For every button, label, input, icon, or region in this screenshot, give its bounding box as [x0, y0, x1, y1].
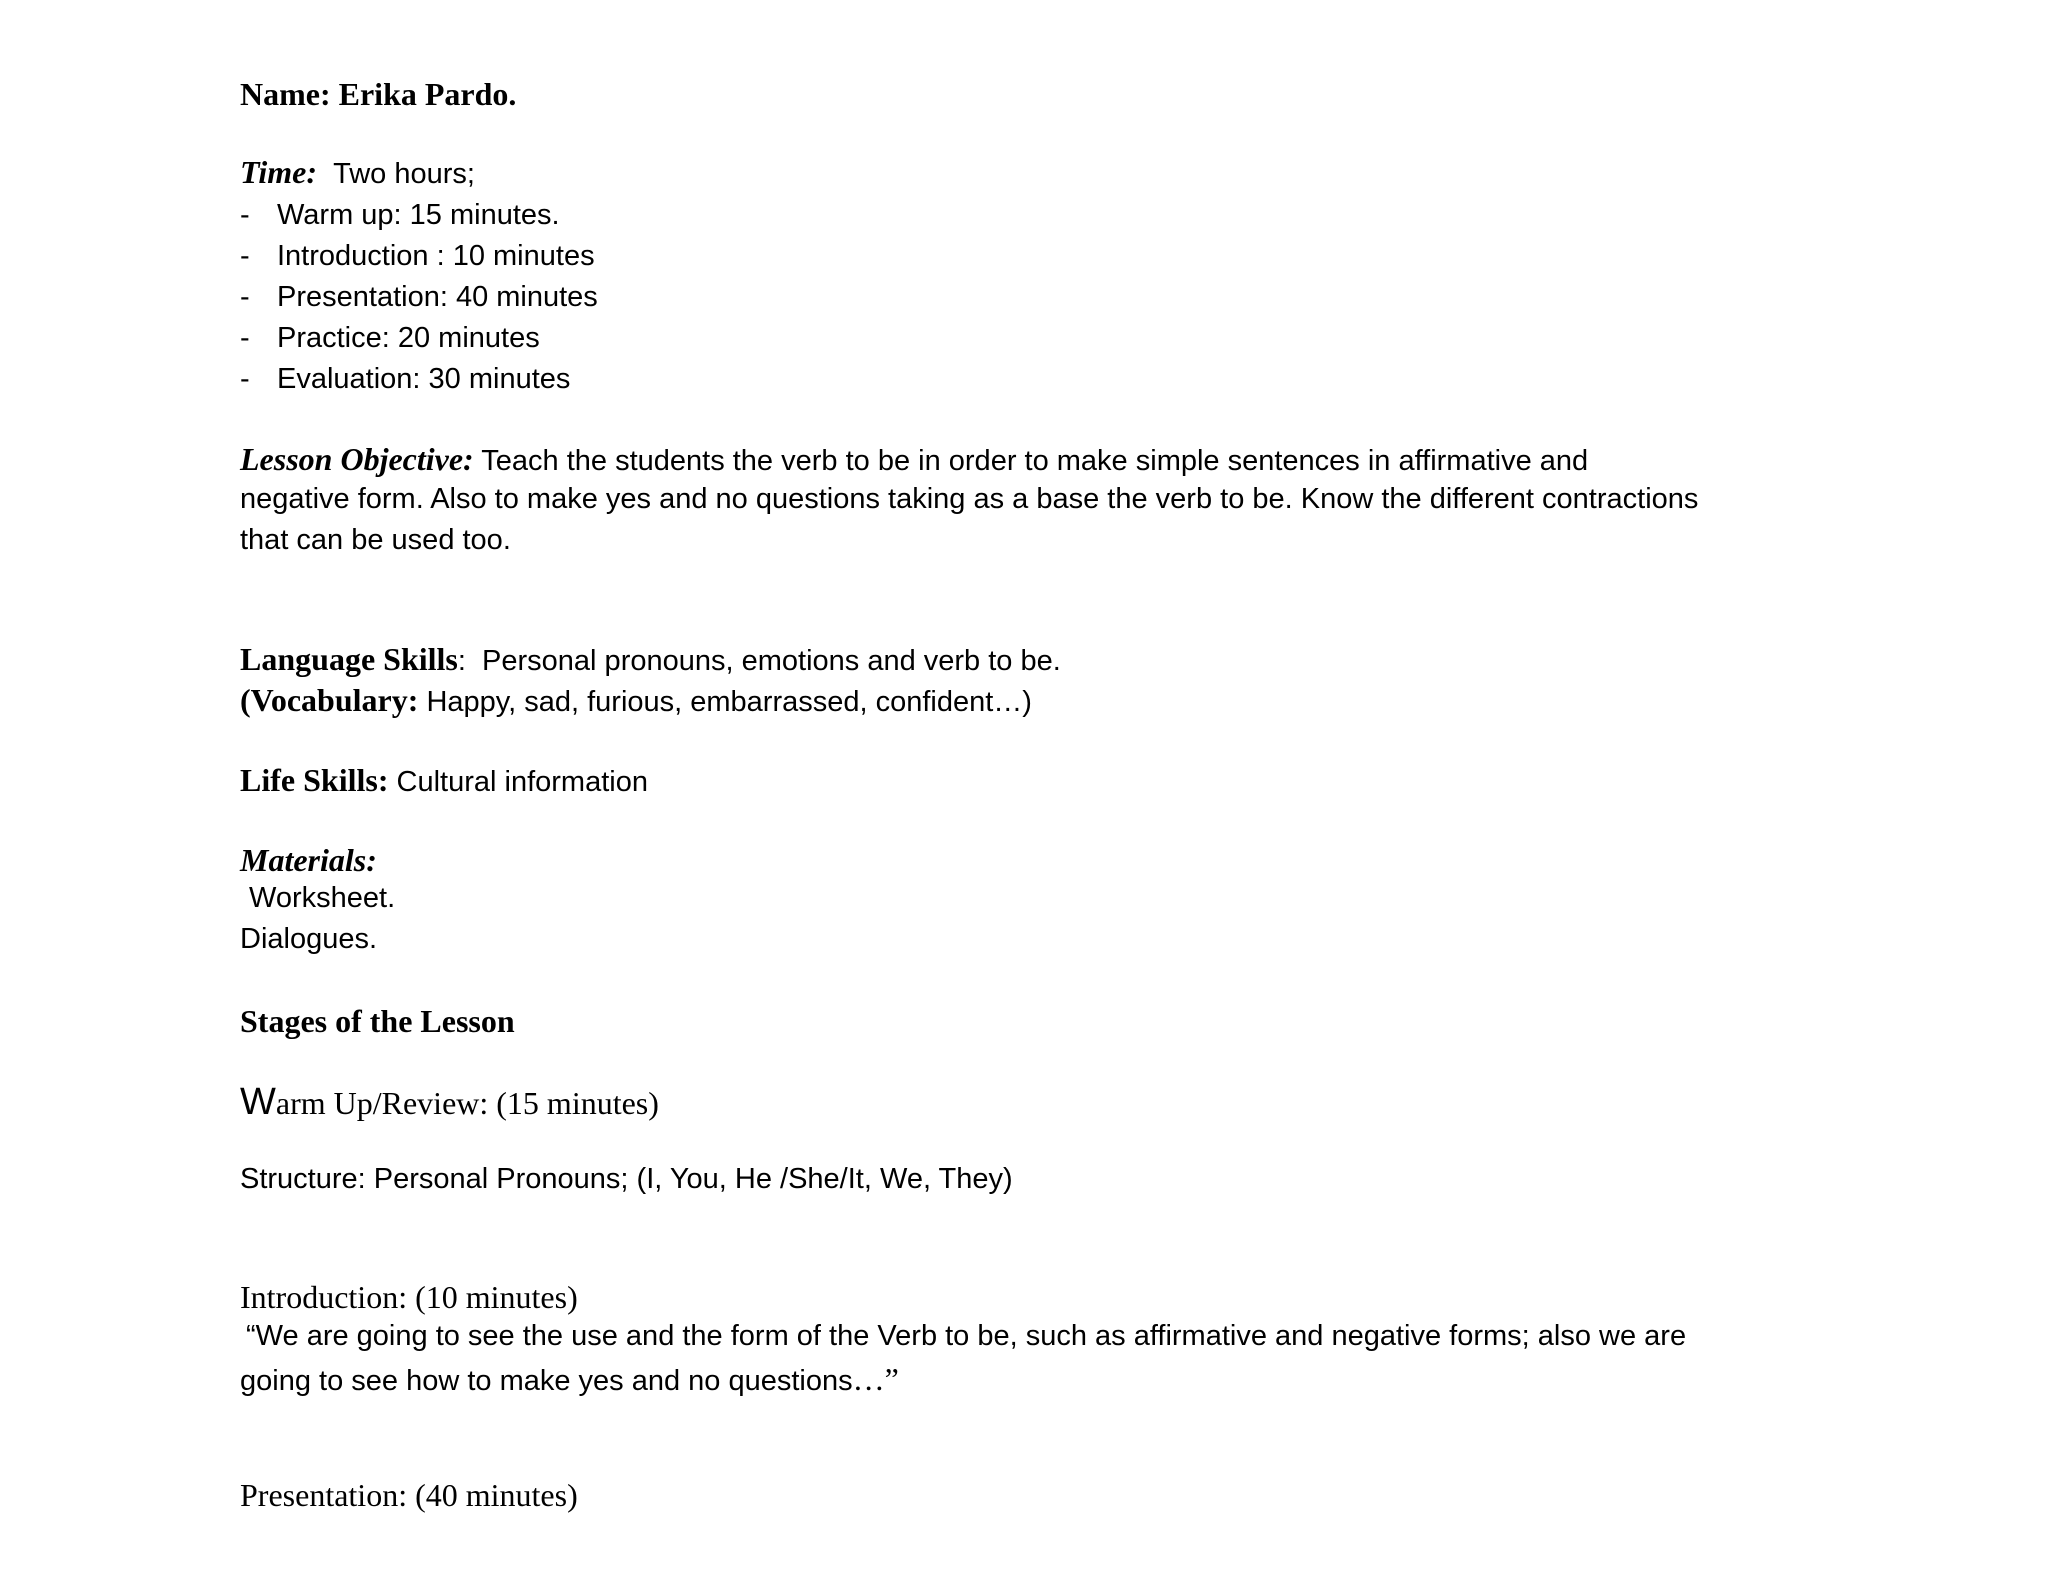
- objective-line-1: [240, 443, 1588, 476]
- language-skills-value: Personal pronouns, emotions and verb to be.: [482, 645, 1061, 677]
- list-item-text: Evaluation: 30 minutes: [277, 363, 571, 395]
- list-item-text: Presentation: 40 minutes: [277, 281, 598, 313]
- dash-marker: -: [240, 322, 250, 354]
- presentation-heading: Presentation: (40 minutes): [240, 1477, 578, 1513]
- objective-text-1: Teach the students the verb to be in order to make simple sentences in affirmative and: [481, 445, 1589, 477]
- warmup-initial: W: [240, 1081, 276, 1123]
- materials-item-dialogues: Dialogues.: [240, 923, 378, 955]
- intro-text-2: going to see how to make yes and no questions: [240, 1365, 853, 1397]
- dash-marker: -: [240, 199, 250, 231]
- warmup-rest: arm Up/Review: (15 minutes): [275, 1085, 659, 1121]
- life-skills-line: [240, 764, 648, 797]
- introduction-heading: Introduction: (10 minutes): [240, 1279, 578, 1315]
- time-label: Time:: [240, 154, 317, 190]
- list-item-text: Warm up: 15 minutes.: [277, 199, 560, 231]
- stages-heading: Stages of the Lesson: [240, 1003, 515, 1039]
- materials-item-worksheet: Worksheet.: [249, 882, 396, 914]
- intro-ellipsis: …”: [852, 1361, 899, 1397]
- name-text: Name: Erika Pardo.: [240, 76, 517, 112]
- time-value: Two hours;: [333, 158, 475, 190]
- quote-open: “: [246, 1320, 256, 1352]
- intro-text-1: We are going to see the use and the form of the Verb to be, such as affirmative and negative forms; also we are: [255, 1320, 1687, 1352]
- structure-line: Structure: Personal Pronouns; (I, You, He /She/It, We, They): [240, 1163, 1013, 1195]
- objective-line-2: negative form. Also to make yes and no questions taking as a base the verb to be. Know the different contractions: [240, 483, 1699, 515]
- list-item-text: Practice: 20 minutes: [277, 322, 540, 354]
- language-skills-colon: :: [457, 645, 466, 677]
- life-skills-value: Cultural information: [396, 766, 648, 798]
- name-line: [240, 78, 516, 110]
- list-item-text: Introduction : 10 minutes: [277, 240, 595, 272]
- introduction-quote-line-1: [246, 1322, 1686, 1351]
- objective-label: Lesson Objective:: [240, 441, 474, 477]
- language-skills-label: Language Skills: [240, 641, 458, 677]
- time-line: [240, 156, 475, 189]
- dash-marker: -: [240, 363, 250, 395]
- vocabulary-label: (Vocabulary:: [240, 682, 419, 718]
- introduction-quote-line-2: [240, 1363, 899, 1396]
- warmup-heading: [240, 1083, 659, 1121]
- materials-label: Materials:: [240, 842, 377, 878]
- vocabulary-line: [240, 684, 1032, 717]
- vocabulary-value: Happy, sad, furious, embarrassed, confident…): [426, 686, 1032, 718]
- language-skills-line: [240, 643, 1061, 676]
- dash-marker: -: [240, 240, 250, 272]
- objective-line-3: that can be used too.: [240, 524, 511, 556]
- life-skills-label: Life Skills:: [240, 762, 389, 798]
- dash-marker: -: [240, 281, 250, 313]
